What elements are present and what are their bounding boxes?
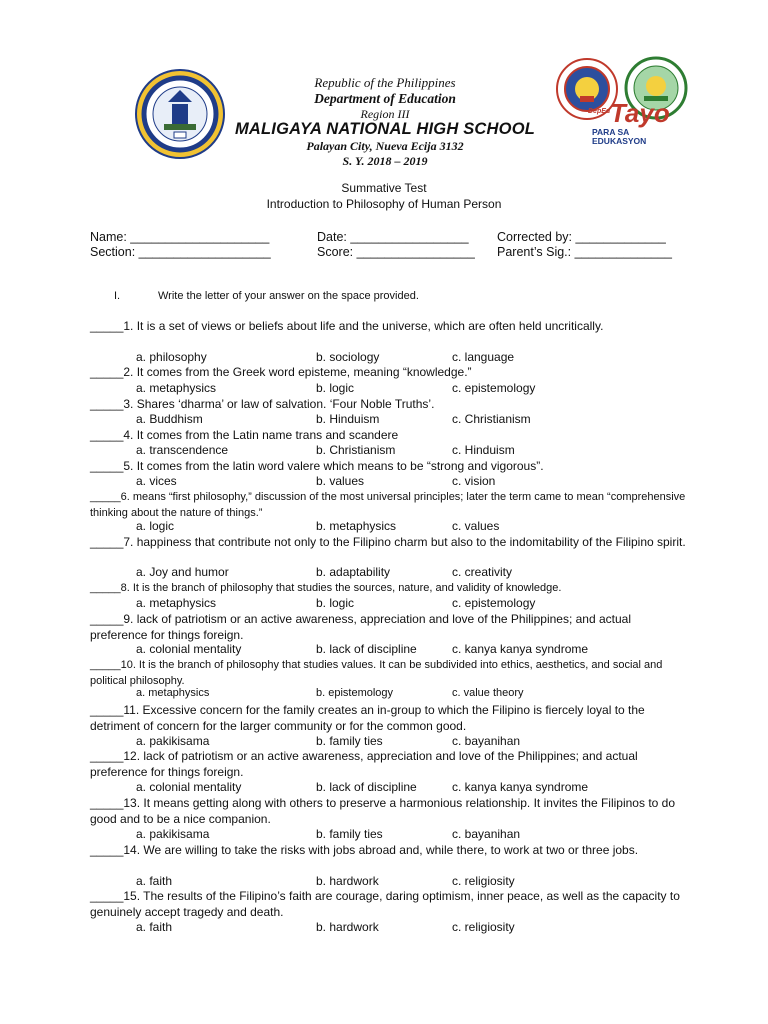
header-republic: Republic of the Philippines	[314, 75, 456, 90]
q4-option-a: a. transcendence	[136, 443, 229, 457]
q12-option-b: b. lack of discipline	[316, 780, 417, 794]
q15-option-a: a. faith	[136, 920, 173, 934]
question-13: _____13. It means getting along with others to preserve a harmonious relationship. It invites the Filipinos to do good and to be a nice companion.	[90, 796, 676, 826]
name-field: Name: ____________________	[90, 230, 270, 244]
question-9: _____9. lack of patriotism or an active awareness, appreciation and love of the Philippines; and actual preference for things foreign.	[90, 612, 631, 642]
q15-option-b: b. hardwork	[316, 920, 379, 934]
q11-option-c: c. bayanihan	[452, 734, 521, 748]
question-2: _____2. It comes from the Greek word episteme, meaning “knowledge.”	[90, 365, 472, 379]
q7-option-c: c. creativity	[452, 565, 513, 579]
q12-option-a: a. colonial mentality	[136, 780, 242, 794]
q7-option-b: b. adaptability	[316, 565, 391, 579]
question-1: _____1. It is a set of views or beliefs about life and the universe, which are often held uncritically.	[90, 319, 604, 333]
q13-option-c: c. bayanihan	[452, 827, 521, 841]
q9-option-a: a. colonial mentality	[136, 642, 242, 656]
question-12: _____12. lack of patriotism or an active awareness, appreciation and love of the Philippines; and actual preference for things foreign.	[90, 749, 638, 779]
tayo-small-text: DepEd	[588, 108, 611, 115]
header-city: Palayan City, Nueva Ecija 3132	[306, 139, 464, 153]
q12-option-c: c. kanya kanya syndrome	[452, 780, 589, 794]
q14-option-b: b. hardwork	[316, 874, 379, 888]
q11-option-a: a. pakikisama	[136, 734, 210, 748]
question-3: _____3. Shares ‘dharma’ or law of salvation. ‘Four Noble Truths’.	[90, 397, 435, 411]
q10-option-b: b. epistemology	[316, 687, 394, 699]
section-field: Section: ___________________	[90, 245, 271, 259]
q6-option-c: c. values	[452, 519, 500, 533]
question-15: _____15. The results of the Filipino’s faith are courage, daring optimism, inner peace, as well as the capacity to genuinely accept tragedy and death.	[90, 889, 680, 919]
q5-option-b: b. values	[316, 474, 365, 488]
deped-tayo-logo	[588, 100, 684, 154]
tayo-sub-text: PARA SA EDUKASYON	[592, 127, 647, 146]
corrected-by-field: Corrected by: _____________	[497, 230, 666, 244]
test-title: Summative Test	[341, 181, 427, 195]
instruction-text: Write the letter of your answer on the space provided.	[158, 290, 419, 302]
parent-signature-field: Parent’s Sig.: ______________	[497, 245, 672, 259]
q8-option-b: b. logic	[316, 596, 355, 610]
tayo-big-text: Tayo	[610, 98, 670, 128]
q6-option-a: a. logic	[136, 519, 175, 533]
date-field: Date: _________________	[317, 230, 469, 244]
question-8: _____8. It is the branch of philosophy that studies the sources, nature, and validity of knowledge.	[90, 582, 562, 594]
q9-option-b: b. lack of discipline	[316, 642, 417, 656]
q1-option-c: c. language	[452, 350, 515, 364]
header-region: Region III	[360, 107, 410, 121]
q13-option-a: a. pakikisama	[136, 827, 210, 841]
q9-option-c: c. kanya kanya syndrome	[452, 642, 589, 656]
question-7: _____7. happiness that contribute not only to the Filipino charm but also to the indomitability of the Filipino spirit.	[90, 535, 686, 549]
score-field: Score: _________________	[317, 245, 475, 259]
q8-option-c: c. epistemology	[452, 596, 536, 610]
q7-option-a: a. Joy and humor	[136, 565, 229, 579]
q2-option-c: c. epistemology	[452, 381, 536, 395]
q8-option-a: a. metaphysics	[136, 596, 217, 610]
q5-option-c: c. vision	[452, 474, 496, 488]
header-department: Department of Education	[314, 91, 456, 106]
question-14: _____14. We are willing to take the risks with jobs abroad and, while there, to work at two or three jobs.	[90, 843, 639, 857]
q4-option-b: b. Christianism	[316, 443, 396, 457]
q3-option-a: a. Buddhism	[136, 412, 203, 426]
q6-option-b: b. metaphysics	[316, 519, 397, 533]
q3-option-c: c. Christianism	[452, 412, 531, 426]
question-5: _____5. It comes from the latin word valere which means to be “strong and vigorous”.	[90, 459, 544, 473]
q13-option-b: b. family ties	[316, 827, 383, 841]
question-11: _____11. Excessive concern for the family creates an in-group to which the Filipino is fiercely loyal to the detriment of concern for the larger community or for the common good.	[90, 703, 645, 733]
header-school-year: S. Y. 2018 – 2019	[342, 154, 428, 168]
header-school-name: MALIGAYA NATIONAL HIGH SCHOOL	[234, 120, 536, 138]
q10-option-c: c. value theory	[452, 687, 524, 699]
q15-option-c: c. religiosity	[452, 920, 515, 934]
q14-option-c: c. religiosity	[452, 874, 515, 888]
instruction-number: I.	[114, 290, 121, 302]
q11-option-b: b. family ties	[316, 734, 383, 748]
q14-option-a: a. faith	[136, 874, 173, 888]
q1-option-a: a. philosophy	[136, 350, 207, 364]
q2-option-a: a. metaphysics	[136, 381, 217, 395]
question-4: _____4. It comes from the Latin name trans and scandere	[90, 428, 399, 442]
question-10: _____10. It is the branch of philosophy that studies values. It can be subdivided into ethics, aesthetics, and social and political philosophy.	[90, 659, 663, 687]
subject-title: Introduction to Philosophy of Human Person	[266, 197, 502, 211]
q4-option-c: c. Hinduism	[452, 443, 515, 457]
q2-option-b: b. logic	[316, 381, 355, 395]
q3-option-b: b. Hinduism	[316, 412, 380, 426]
q10-option-a: a. metaphysics	[136, 687, 210, 699]
q5-option-a: a. vices	[136, 474, 177, 488]
q1-option-b: b. sociology	[316, 350, 380, 364]
question-6: _____6. means “first philosophy,” discussion of the most universal principles; later the term came to mean “comprehensive thinking about the nature of things.”	[90, 491, 686, 519]
